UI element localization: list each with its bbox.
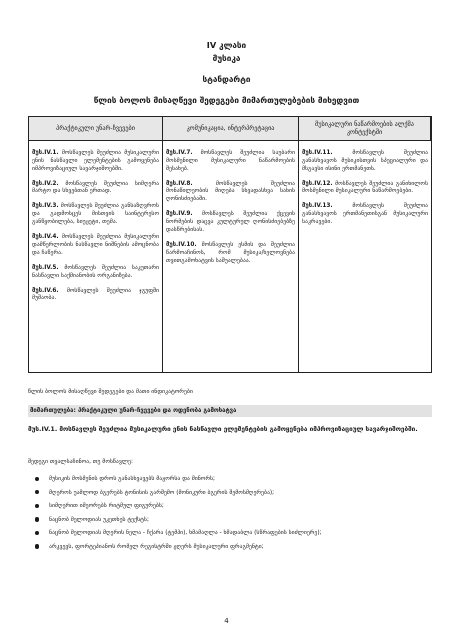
bullet-icon — [35, 544, 39, 548]
indicator-list — [32, 475, 432, 557]
standard-item: მუს.IV.11. მოსწავლეს შეუძლია განასხვავოს მუსიკისთვის სპეციალური და მსგავსი ისინი ერთმანეთს. — [302, 149, 428, 172]
standard-item: მუს.IV.2. მოსწავლეს შეუძლია სიმღერა მარტო და სხვებთან ერთად. — [32, 180, 159, 195]
perception-column — [299, 141, 431, 372]
objective-statement — [28, 425, 432, 434]
list-item: მღეროს უამლოდ ბგერებს ტონისის გარშემო (მონიკური ბგერის შემოსმღერება); — [32, 489, 432, 497]
standard-item: მუს.IV.4. მოსწავლეს შეუძლია მუსიკალური დამწერლობის ნასწავლი ნიშნების ამოცნობა და ჩაწერა. — [32, 234, 159, 256]
direction-band: მიმართულება: პრაქტიკული უნარ-ჩვევები და ოდენობა გამოხატვა — [28, 405, 432, 417]
list-item: არკვევს, ფორტეპიანოს რომელ რეგისტრში ჟღერს მუსიკალური ფრაგმენტი; — [32, 543, 432, 551]
list-item: ნაცნობ მელოდიას მღერის ნელა - ჩქარა (ტემპი), ხმამაღლა - ხმადაბლა (სწრაფების სიძლიერე); — [32, 529, 432, 537]
practical-column — [29, 141, 163, 372]
column-header-perception: მუსიკალური ნაწარმოების ალქმა კონტექსტში — [299, 117, 431, 141]
grade-heading: IV კლასი — [206, 40, 247, 50]
bullet-icon — [35, 531, 39, 535]
standards-table — [28, 116, 432, 373]
bullet-icon — [35, 504, 39, 508]
column-header-communication: კომუნიკაცია, ინტერპრეტაცია — [163, 117, 299, 141]
bullet-icon — [35, 517, 39, 521]
objective-code: მუს.IV.1. — [28, 425, 58, 433]
standard-item: მუს.IV.10. მოსწავლეს ესმის და შეუძლია წარმოაჩინოს, რომ მუსიკა/ხელოვნება თვითგამოხატვის საშუალებაა. — [166, 241, 295, 264]
standard-item: მუს.IV.8. მოსწავლეს შეუძლია მონაწილეობის მიღება სხვადასხვა სახის ღონისძიებაში. — [166, 180, 295, 203]
standard-item: მუს.IV.13. მოსწავლეს შეუძლია განასხვავოს ერთმანეთისგან მუსიკალური საკრავები. — [302, 203, 428, 226]
standard-item: მუს.IV.9. მოსწავლეს შეუძლია ქცევის ნორმების დაცვა კულტურულ ღონისძიებებზე დასწრებისას. — [166, 211, 296, 234]
standard-item: მუს.IV.7. მოსწავლეს შეუძლია საუბარი მოსმენილი მუსიკალური ნაწარმოების შესახებ. — [166, 149, 295, 172]
list-item: მუსიკის მოსმენის დროს განასხვავებს მაჟორსა და მინორს; — [32, 475, 432, 483]
page-number: 4 — [224, 617, 229, 625]
list-item: სიმღერით იმეორებს რიტმულ ფიგურებს; — [32, 502, 432, 510]
standard-item: მუს.IV.1. მოსწავლეს შეუძლია მუსიკალური ენის ნასწავლი ელემენტების გამოყენება იმპროვიზაციულ სავარჯიშოებში. — [32, 149, 159, 172]
bullet-icon — [35, 490, 39, 494]
results-note: წლის ბოლოს მისაღწევი შედეგები და მათი ინდიკატორები — [28, 389, 193, 395]
subject-heading: მუსიკა — [212, 53, 241, 63]
standard-item: მუს.IV.5. მოსწავლეს შეუძლია საკუთარი ნასწავლი საქმიანობის ორგანიზება. — [32, 264, 159, 279]
standard-item: მუს.IV.12. მოსწავლეს შეუძლია განიხილოს მოსმენილი მუსიკალური ნაწარმოებები. — [302, 180, 428, 195]
list-item: ნაცნობ მელოდიას უკეთხეს ტექსტს; — [32, 516, 432, 524]
bullet-icon — [35, 477, 39, 481]
standard-item: მუს.IV.6. მოსწავლეს შეუძლია ჯგუფში მუშაობა. — [32, 287, 159, 302]
column-header-practical: პრაქტიკული უნარ-ჩვევები — [29, 117, 163, 141]
standard-heading: სტანდარტი — [202, 74, 251, 84]
standard-item: მუს.IV.3. მოსწავლეს შეუძლია განსაზღვროს და გადმოსცეს მისთვის საინტერესო განწყობილება, სიუჟეტი, თემა. — [32, 203, 159, 226]
indicator-lead: შედეგი თვალსაჩინოა, თუ მოსწავლე: — [28, 459, 133, 465]
communication-column — [163, 141, 299, 372]
results-subtitle: წლის ბოლოს მისაღწევი შედეგები მიმართულებების მიხედვით — [93, 95, 360, 105]
objective-text: მოსწავლეს შეუძლია მუსიკალური ენის ნასწავლი ელემენტების გამოყენება იმპროვიზაციულ სავარჯიშოებში. — [59, 425, 418, 433]
